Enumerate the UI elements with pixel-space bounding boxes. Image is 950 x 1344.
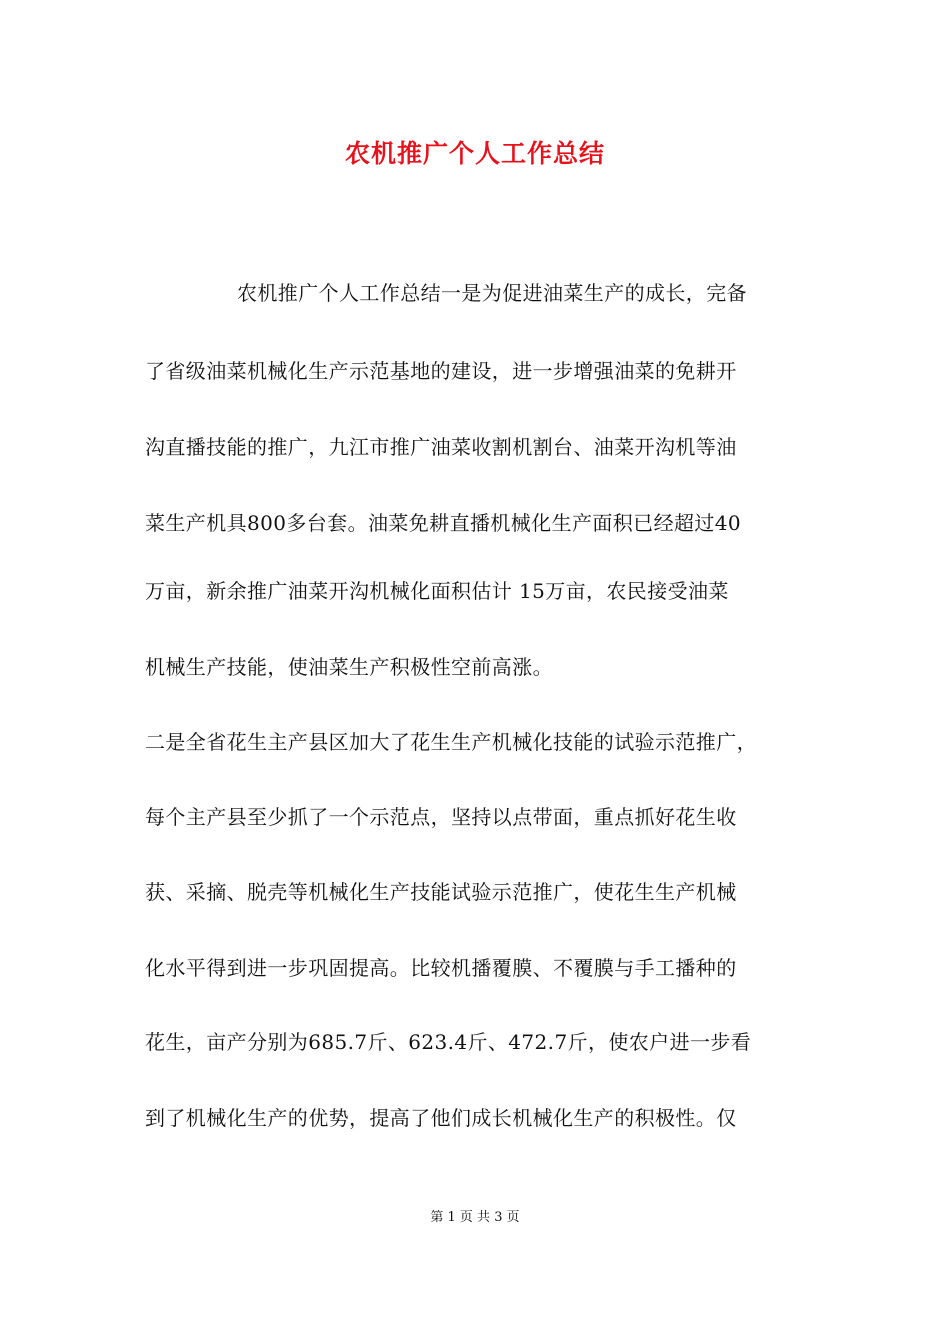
paragraph-line: 菜生产机具800多台套。油菜免耕直播机械化生产面积已经超过40 xyxy=(145,511,742,535)
paragraph-line: 沟直播技能的推广，九江市推广油菜收割机割台、油菜开沟机等油 xyxy=(145,435,737,459)
paragraph-line: 化水平得到进一步巩固提高。比较机播覆膜、不覆膜与手工播种的 xyxy=(145,956,737,980)
page-number-footer: 第 1 页 共 3 页 xyxy=(430,1210,520,1225)
paragraph-line: 花生，亩产分别为685.7斤、623.4斤、472.7斤，使农户进一步看 xyxy=(145,1030,752,1054)
paragraph-line: 农机推广个人工作总结一是为促进油菜生产的成长，完备 xyxy=(237,281,747,305)
paragraph-line: 二是全省花生主产县区加大了花生生产机械化技能的试验示范推广， xyxy=(145,730,757,754)
paragraph-line: 了省级油菜机械化生产示范基地的建设，进一步增强油菜的免耕开 xyxy=(145,359,737,383)
paragraph-line: 获、采摘、脱壳等机械化生产技能试验示范推广，使花生生产机械 xyxy=(145,880,737,904)
document-title: 农机推广个人工作总结 xyxy=(344,139,605,168)
paragraph-line: 万亩，新余推广油菜开沟机械化面积估计 15万亩，农民接受油菜 xyxy=(145,579,729,603)
paragraph-line: 每个主产县至少抓了一个示范点，坚持以点带面，重点抓好花生收 xyxy=(145,805,737,829)
paragraph-line: 到了机械化生产的优势，提高了他们成长机械化生产的积极性。仅 xyxy=(145,1106,737,1130)
paragraph-line: 机械生产技能，使油菜生产积极性空前高涨。 xyxy=(145,655,553,679)
